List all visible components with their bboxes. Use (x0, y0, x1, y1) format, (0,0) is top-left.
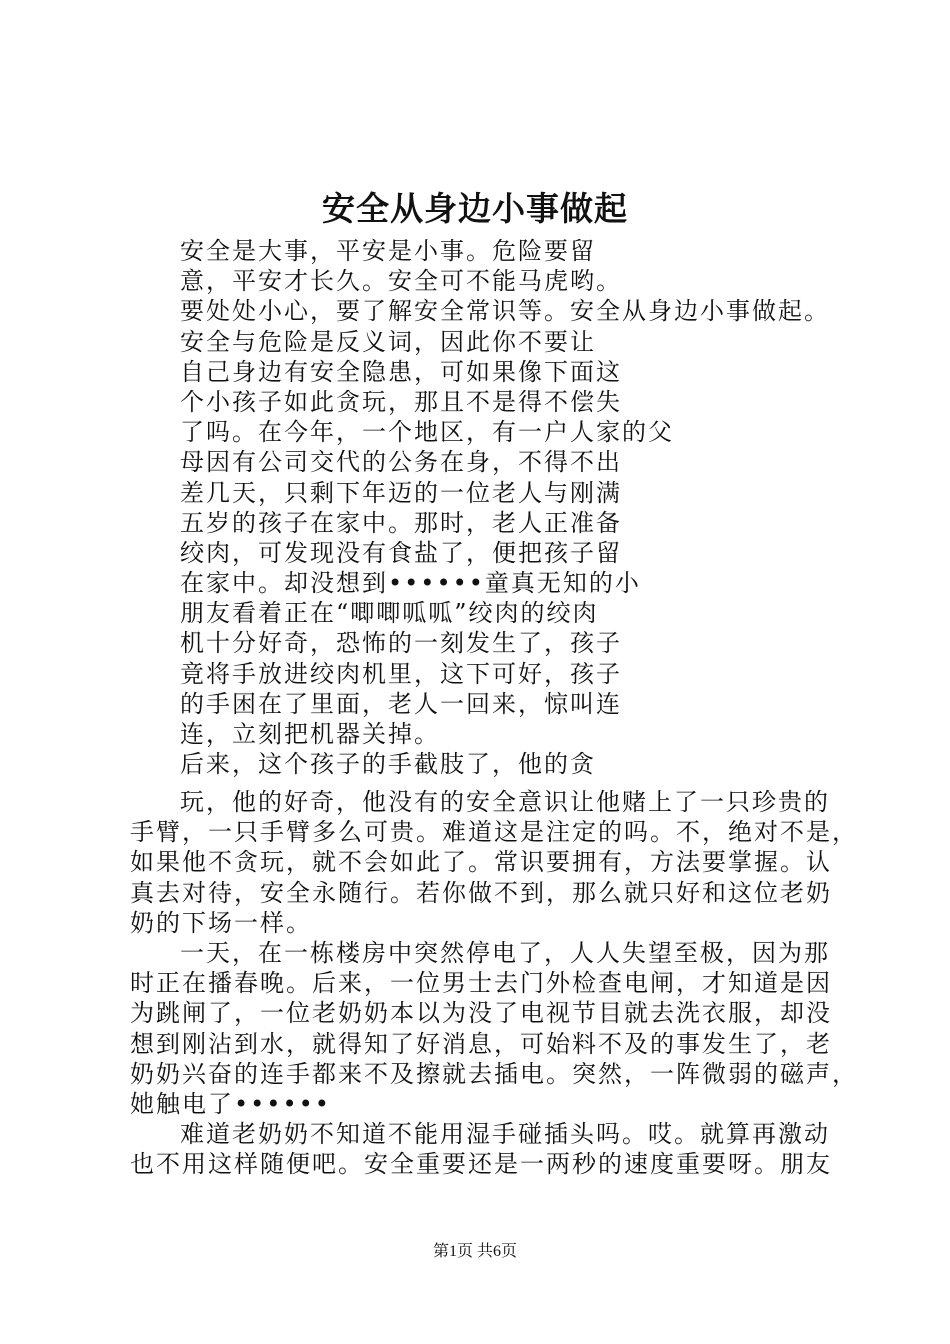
text-line: 了吗。在今年，一个地区，有一户人家的父 (180, 418, 674, 447)
text-line: 的手困在了里面，老人一回来，惊叫连 (180, 689, 622, 718)
text-line: 真去对待，安全永随行。若你做不到，那么就只好和这位老奶 (130, 878, 832, 907)
text-line: 也不用这样随便吧。安全重要还是一两秒的速度重要呀。朋友 (130, 1150, 832, 1179)
text-line: 竟将手放进绞肉机里，这下可好，孩子 (180, 659, 622, 688)
page-title: 安全从身边小事做起 (322, 189, 628, 228)
text-line: 后来，这个孩子的手截肢了，他的贪 (180, 750, 596, 779)
text-line: 一天，在一栋楼房中突然停电了，人人失望至极，因为那 (180, 938, 830, 967)
page-footer: 第1页 共6页 (432, 1243, 517, 1260)
text-line: 要处处小心，要了解安全常识等。安全从身边小事做起。 (180, 297, 830, 326)
wide-text-block (130, 787, 858, 1179)
narrow-text-block (180, 236, 840, 779)
text-line: 奶奶兴奋的连手都来不及擦就去插电。突然，一阵微弱的磁声， (130, 1059, 858, 1088)
text-line: 个小孩子如此贪玩，那且不是得不偿失 (180, 387, 622, 416)
text-line: 玩，他的好奇，他没有的安全意识让他赌上了一只珍贵的 (180, 788, 830, 816)
text-line: 差几天，只剩下年迈的一位老人与刚满 (180, 478, 622, 507)
text-line: 自己身边有安全隐患，可如果像下面这 (180, 357, 622, 386)
text-line: 奶的下场一样。 (130, 908, 312, 937)
text-line: 难道老奶奶不知道不能用湿手碰插头吗。哎。就算再激动 (180, 1120, 830, 1149)
text-line: 在家中。却没想到••••••童真无知的小 (180, 569, 641, 598)
text-line: 母因有公司交代的公务在身，不得不出 (180, 448, 622, 477)
text-line: 机十分好奇，恐怖的一刻发生了，孩子 (180, 629, 622, 658)
text-line: 绞肉，可发现没有食盐了，便把孩子留 (180, 538, 622, 567)
text-line: 如果他不贪玩，就不会如此了。常识要拥有，方法要掌握。认 (130, 848, 832, 877)
text-line: 意，平安才长久。安全可不能马虎哟。 (180, 267, 622, 296)
text-line: 朋友看着正在“唧唧呱呱”绞肉的绞肉 (180, 599, 599, 628)
text-line: 想到刚沾到水，就得知了好消息，可始料不及的事发生了，老 (130, 1029, 832, 1058)
text-line: 安全与危险是反义词，因此你不要让 (180, 327, 596, 356)
text-line: 手臂，一只手臂多么可贵。难道这是注定的吗。不，绝对不是， (130, 818, 858, 847)
text-line: 安全是大事，平安是小事。危险要留 (180, 237, 596, 265)
text-line: 连，立刻把机器关掉。 (180, 720, 440, 748)
text-line: 为跳闸了，一位老奶奶本以为没了电视节目就去洗衣服，却没 (130, 999, 832, 1028)
text-line: 她触电了•••••• (130, 1089, 331, 1118)
text-line: 五岁的孩子在家中。那时，老人正准备 (180, 508, 622, 537)
text-line: 时正在播春晚。后来，一位男士去门外检查电闸，才知道是因 (130, 969, 832, 998)
